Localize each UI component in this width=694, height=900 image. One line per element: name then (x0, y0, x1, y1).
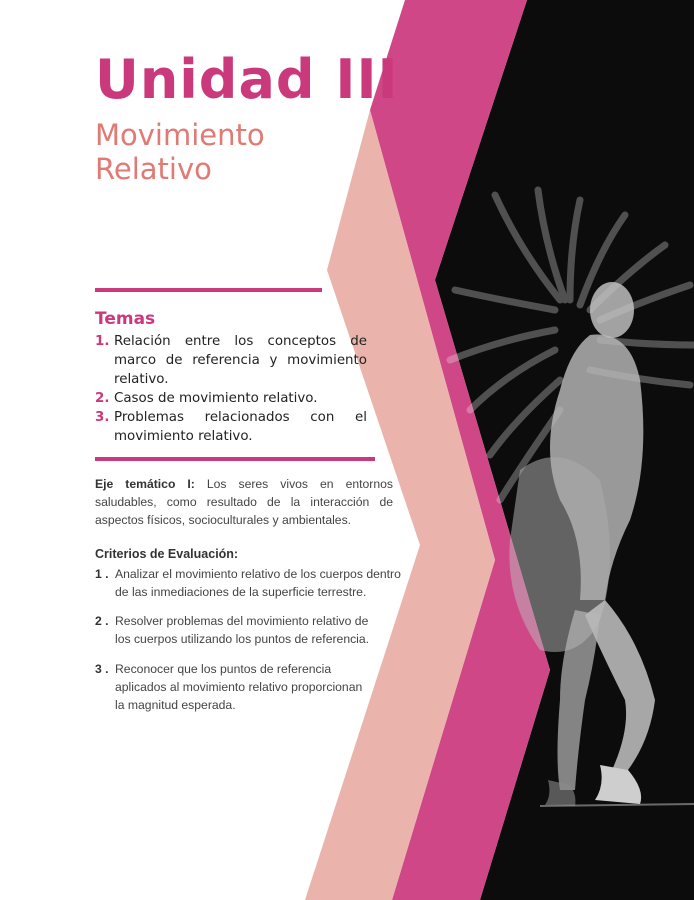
criteria-text: Reconocer que los puntos de referencia aplicados al movimiento relativo proporcionan la magnitud esperada. (115, 662, 363, 712)
topic-text: Relación entre los conceptos de marco de referencia y movimiento relativo. (114, 334, 367, 387)
topics-heading: Temas (95, 309, 156, 329)
list-item (95, 332, 367, 389)
criteria-item (95, 565, 405, 601)
list-item (95, 389, 367, 408)
criteria-item (95, 612, 385, 648)
divider-middle (95, 457, 375, 461)
topics-list (95, 332, 367, 446)
thematic-axis (95, 475, 393, 529)
topic-number: 2. (95, 391, 110, 406)
criteria-number: 1 . (95, 567, 109, 581)
criteria-number: 2 . (95, 614, 109, 628)
topic-text: Casos de movimiento relativo. (114, 391, 318, 406)
thematic-axis-text: Los seres vivos en entornos saludables, como resultado de la interacción de aspectos físicos, socioculturales y ambientales. (95, 477, 393, 527)
list-item (95, 408, 367, 446)
topic-text: Problemas relacionados con el movimiento relativo. (114, 410, 367, 444)
criteria-number: 3 . (95, 662, 109, 676)
topic-number: 3. (95, 410, 110, 425)
divider-top (95, 288, 322, 292)
criteria-text: Resolver problemas del movimiento relativo de los cuerpos utilizando los puntos de referencia. (115, 614, 370, 646)
unit-title: Unidad III (95, 48, 399, 111)
topic-number: 1. (95, 334, 110, 349)
criteria-text: Analizar el movimiento relativo de los cuerpos dentro de las inmediaciones de la superficie terrestre. (115, 567, 401, 599)
criteria-item (95, 660, 367, 714)
unit-subtitle (95, 118, 265, 186)
thematic-axis-label: Eje temático I: (95, 477, 195, 491)
subtitle-line-1: Movimiento (95, 118, 265, 152)
subtitle-line-2: Relativo (95, 152, 212, 186)
criteria-heading: Criterios de Evaluación: (95, 547, 239, 561)
